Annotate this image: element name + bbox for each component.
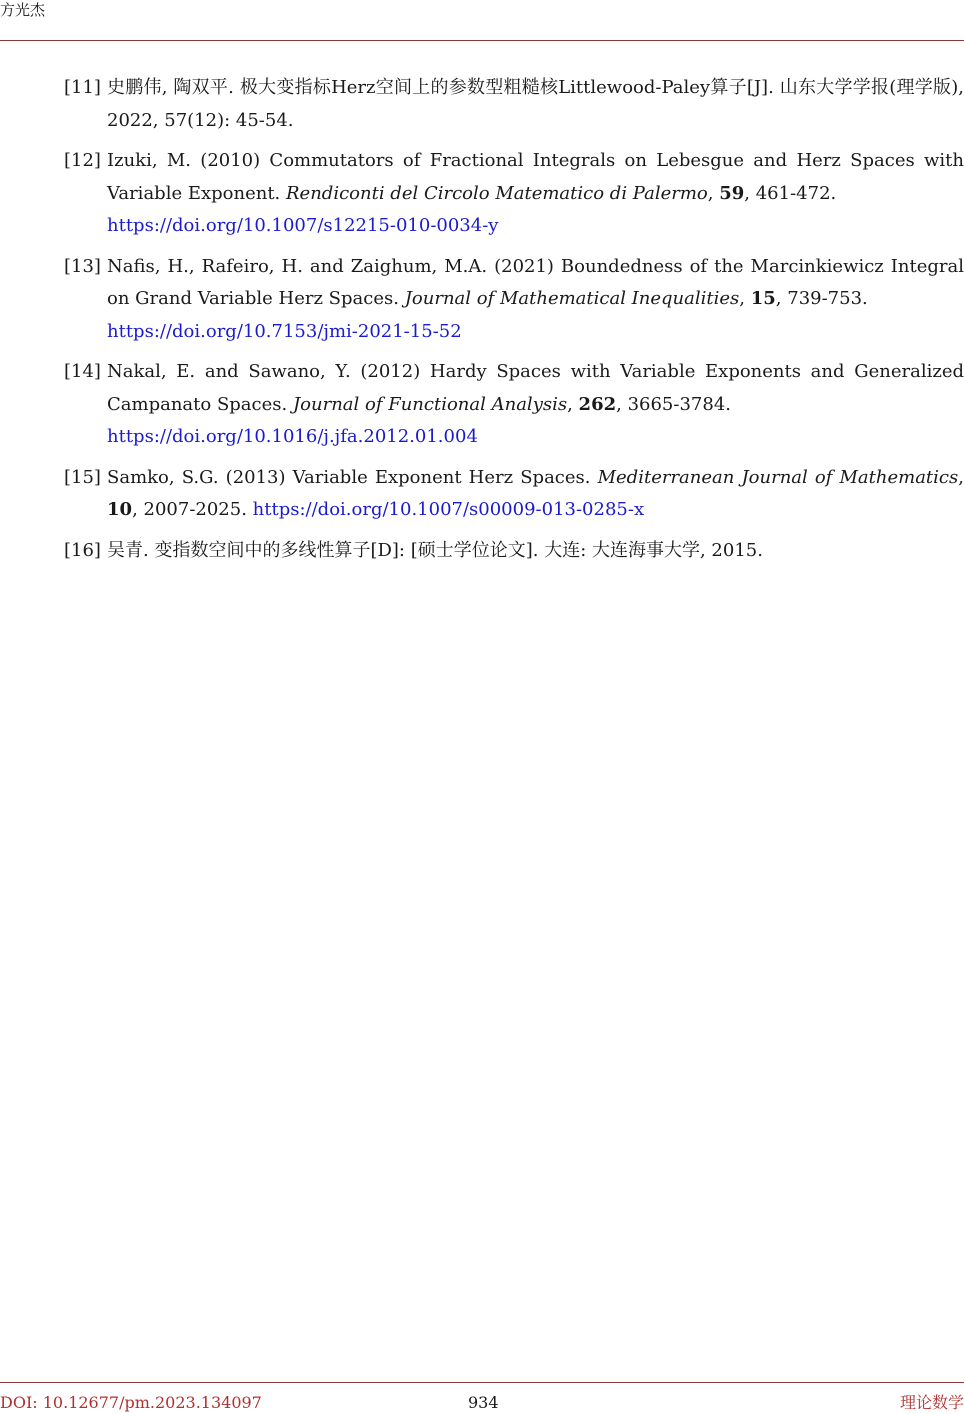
reference-text: 吴青. 变指数空间中的多线性算子[D]: [硕士学位论文]. 大连: 大连海事大学, 2015. [107,539,763,561]
reference-item [64,251,964,349]
reference-doi-link[interactable]: https://doi.org/10.1016/j.jfa.2012.01.004 [107,426,478,447]
reference-text: 史鹏伟, 陶双平. 极大变指标Herz空间上的参数型粗糙核Littlewood-Paley算子[J]. 山东大学学报(理学版), 2022, 57(12): 45-54. [107,77,964,131]
reference-authors-title: Nakal, E. and Sawano, Y. (2012) Hardy Spaces with Variable Exponents and Generalized Campanato Spaces. [107,361,964,415]
reference-number: [13] [64,255,101,277]
reference-number: [11] [64,77,101,98]
reference-journal: Journal of Mathematical Inequalities [404,288,740,309]
reference-separator: , [739,288,751,309]
reference-item [64,145,964,243]
reference-doi-link[interactable]: https://doi.org/10.1007/s00009-013-0285-x [252,499,645,520]
footer-journal-name: 理论数学 [899,1393,964,1412]
reference-text [107,251,964,349]
reference-separator: , [567,393,579,415]
reference-doi-link[interactable]: https://doi.org/10.1007/s12215-010-0034-y [107,215,499,236]
reference-item [64,356,964,454]
reference-text [107,145,964,243]
footer-doi: DOI: 10.12677/pm.2023.134097 [0,1393,262,1412]
reference-separator: , [958,466,964,488]
reference-pages: , 739-753. [775,288,868,309]
reference-list [64,72,964,575]
reference-separator: , [707,182,720,204]
reference-volume: 15 [750,288,776,309]
reference-pages: , 2007-2025. [132,499,253,520]
reference-volume: 10 [107,499,133,520]
reference-doi-link[interactable]: https://doi.org/10.7153/jmi-2021-15-52 [107,320,462,342]
reference-text [107,462,964,527]
reference-volume: 262 [578,393,617,415]
reference-pages: , 461-472. [744,182,837,204]
reference-number: [16] [64,539,101,561]
reference-item [64,72,964,137]
running-header-author: 方光杰 [0,1,46,19]
reference-journal: Journal of Functional Analysis [292,393,568,415]
reference-item [64,535,964,568]
reference-journal: Mediterranean Journal of Mathematics [597,466,959,488]
page-number: 934 [468,1393,499,1412]
reference-authors-title: Samko, S.G. (2013) Variable Exponent Herz Spaces. [107,466,598,488]
header-rule [0,40,964,41]
reference-authors-title: Izuki, M. (2010) Commutators of Fractional Integrals on Lebesgue and Herz Spaces with Variable Exponent. [107,150,964,204]
reference-number: [14] [64,361,101,382]
reference-volume: 59 [719,182,745,204]
footer-rule [0,1382,964,1383]
reference-item [64,462,964,527]
reference-number: [12] [64,150,101,171]
reference-number: [15] [64,466,101,488]
reference-journal: Rendiconti del Circolo Matematico di Palermo [286,182,708,204]
reference-pages: , 3665-3784. [616,393,731,415]
reference-text [107,356,964,454]
reference-authors-title: Nafis, H., Rafeiro, H. and Zaighum, M.A. (2021) Boundedness of the Marcinkiewicz Integral on Grand Variable Herz Spaces. [107,255,964,309]
